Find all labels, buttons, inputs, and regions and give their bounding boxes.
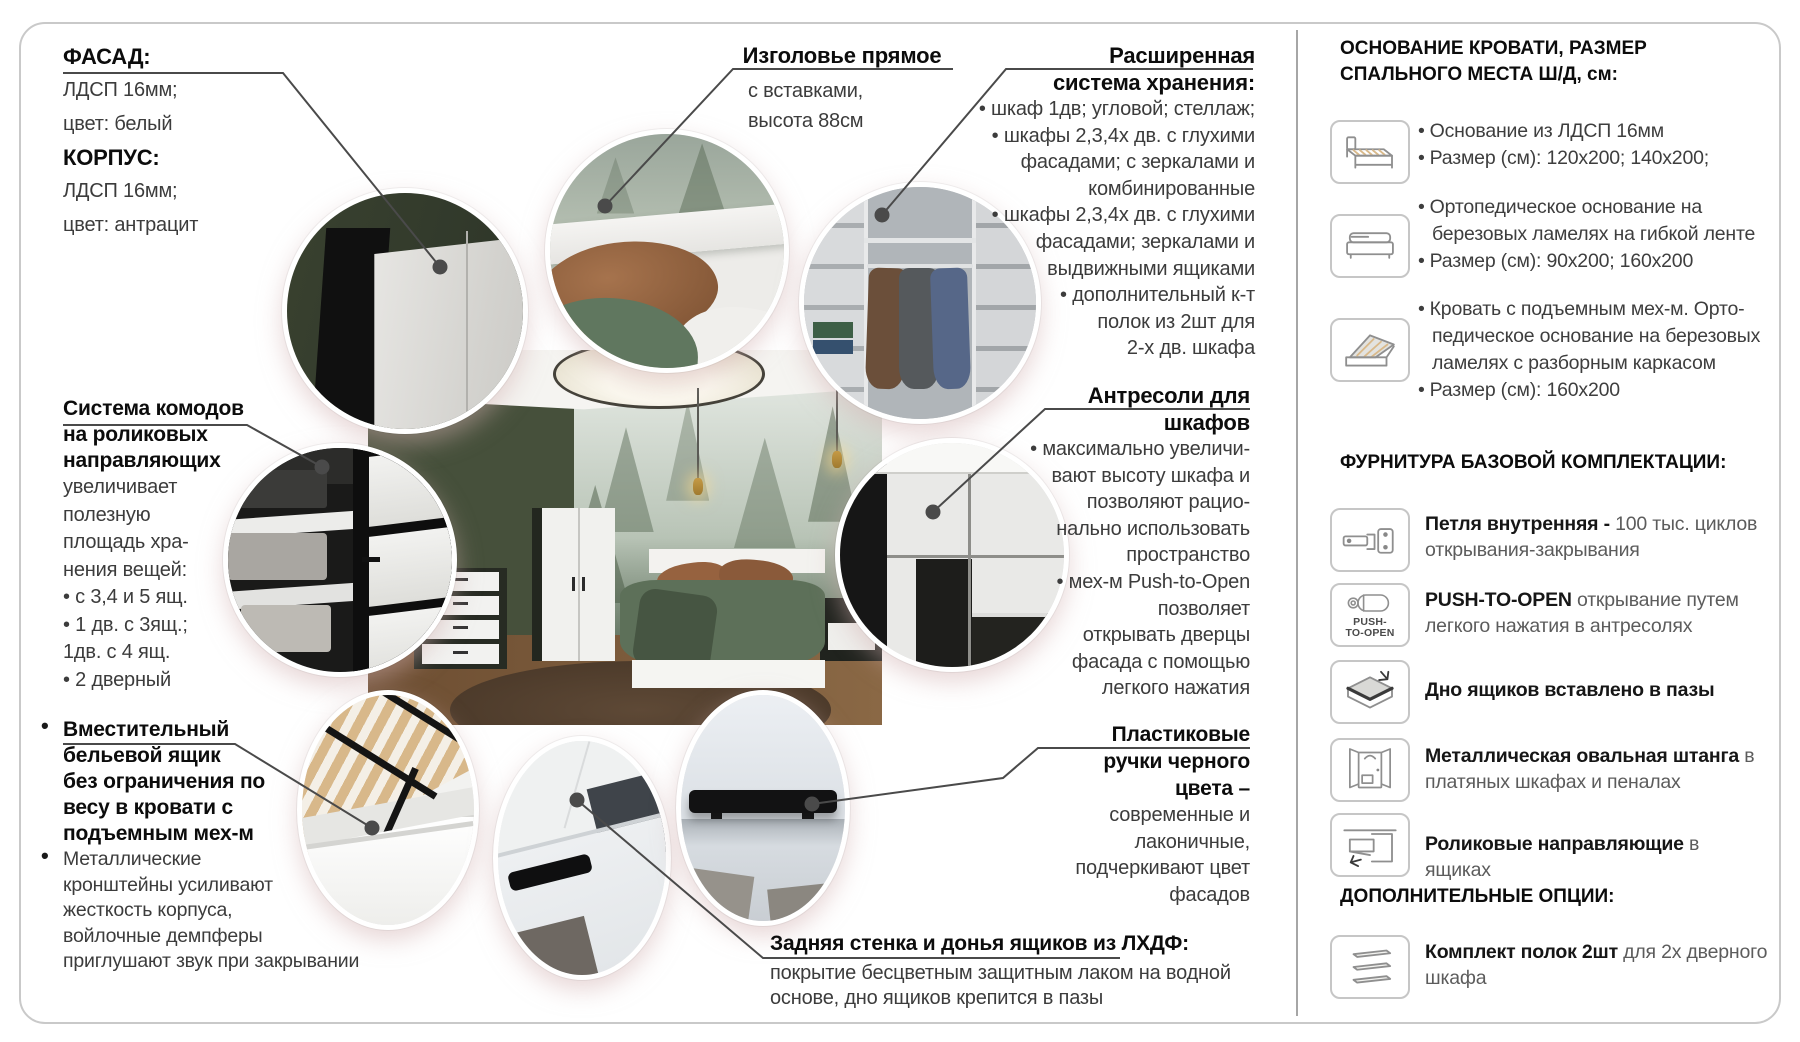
fitting-hinge: Петля внутренняя - 100 тыс. циклов открывания-закрывания [1425, 513, 1758, 561]
komod-title-lines: Система комодов на роликовых направляющих [63, 397, 244, 472]
backwall-title: Задняя стенка и донья ящиков из ЛХДФ: [770, 932, 1189, 955]
shelves-kit-icon [1330, 935, 1410, 999]
antresol-callout [1010, 382, 1250, 702]
fitting-rollers: Роликовые направляющие в ящиках [1425, 833, 1700, 881]
panel-header-bed-base [1340, 36, 1770, 88]
handles-lines: современные и лаконичные, подчеркивают цвет фасадов [1075, 804, 1250, 906]
headboard-title: Изголовье прямое [742, 43, 942, 68]
pendant-light-cord [697, 388, 699, 482]
hinge-icon [1330, 508, 1410, 572]
korpus-material: ЛДСП 16мм; [63, 180, 178, 202]
bedbox-lines: Металлические кронштейны усиливают жесткость корпуса, войлочные демпферы приглушают звук при закрывании [63, 848, 360, 972]
storage-lines: • шкаф 1дв; угловой; стеллаж; • шкафы 2,3,4х дв. с глухими фасадами; с зеркалами и комбинированные • шкафы 2,3,4х дв. с глухими фасадами; зеркалами и выдвижными ящиками • дополнительный к-т полок из 2шт для 2-х дв. шкафа [978, 98, 1255, 360]
bed-ortho-icon [1330, 214, 1410, 278]
fitting-push-to-open: PUSH-TO-OPEN открывание путем легкого нажатия в антресолях [1425, 589, 1739, 637]
bed-option-3: • Кровать с подъемным мех-м. Орто-педическое основание на березовых ламелях с разборным каркасом • Размер (см): 160х200 [1418, 298, 1761, 401]
storage-title-2: система хранения: [1052, 70, 1255, 95]
push-to-open-label: PUSH- TO-OPEN [1345, 616, 1395, 639]
bedbox-title-lines: Вместительный бельевой ящик без ограничения по весу в кровати с подъемным мех-м [63, 718, 266, 845]
backwall-line2: основе, дно ящиков крепится в пазы [770, 987, 1104, 1009]
facade-callout [63, 40, 303, 242]
push-to-open-icon [1330, 583, 1410, 647]
headboard-callout-sub [748, 76, 948, 136]
wardrobe-rail-icon [1330, 738, 1410, 802]
backwall-line1: покрытие бесцветным защитным лаком на водной [770, 962, 1231, 984]
headboard-sub1: с вставками, [748, 80, 864, 102]
panel-header-fittings [1340, 450, 1780, 476]
bed-single-icon [1330, 120, 1410, 184]
bed [620, 549, 826, 692]
handles-callout [1010, 721, 1250, 908]
callout-circle-black-handle [676, 690, 850, 926]
bed-lift-icon [1330, 318, 1410, 382]
panel-header-options-text: ДОПОЛНИТЕЛЬНЫЕ ОПЦИИ: [1340, 886, 1615, 907]
komod-lines: увеличивает полезную площадь хра- нения вещей: • с 3,4 и 5 ящ. • 1 дв. с 3ящ.; 1дв. с 4 ящ. • 2 дверный [63, 476, 189, 691]
panel-header-bed-line1: ОСНОВАНИЕ КРОВАТИ, РАЗМЕР [1340, 38, 1647, 59]
bed-option-2: • Ортопедическое основание на березовых ламелях на гибкой ленте • Размер (см): 90х200; 160х200 [1418, 196, 1756, 272]
antresol-title-1: Антресоли для [1087, 383, 1250, 408]
antresol-lines: • максимально увеличи- вают высоту шкафа и позволяют рацио- нально использовать пространство • мех-м Push-to-Open позволяет открывать дверцы фасада с помощью легкого нажатия [1030, 438, 1250, 700]
drawer-bottom-icon [1330, 660, 1410, 724]
panel-divider [1296, 30, 1298, 1016]
headboard-sub2: высота 88см [748, 110, 864, 132]
roller-guides-icon [1330, 813, 1410, 877]
korpus-color: цвет: антрацит [63, 214, 199, 236]
option-shelves-kit: Комплект полок 2шт для 2х дверного шкафа [1425, 941, 1768, 989]
fitting-rail: Металлическая овальная штанга в платяных шкафах и пеналах [1425, 745, 1755, 793]
callout-circle-headboard [545, 129, 789, 373]
storage-title-1: Расширенная [1109, 43, 1255, 68]
storage-callout [950, 42, 1255, 362]
pendant-light [693, 478, 703, 495]
fitting-drawer-bottom: Дно ящиков вставлено в пазы [1425, 679, 1715, 701]
panel-header-fittings-text: ФУРНИТУРА БАЗОВОЙ КОМПЛЕКТАЦИИ: [1340, 452, 1727, 473]
headboard-callout-title [728, 42, 956, 69]
antresol-title-2: шкафов [1163, 410, 1250, 435]
handles-title-lines: Пластиковые ручки черного цвета – [1103, 723, 1250, 800]
bullet-marker: • [41, 713, 49, 738]
bedbox-callout [41, 713, 398, 975]
facade-material: ЛДСП 16мм; [63, 79, 178, 101]
korpus-title: КОРПУС: [63, 145, 160, 170]
facade-title: ФАСАД: [63, 44, 151, 69]
bed-option-1: • Основание из ЛДСП 16мм • Размер (см): 120х200; 140х200; [1418, 120, 1709, 169]
backwall-callout [770, 931, 1240, 1011]
panel-header-bed-line2: СПАЛЬНОГО МЕСТА Ш/Д, см: [1340, 64, 1618, 85]
callout-circle-wardrobe-corner [282, 188, 528, 434]
bullet-marker: • [41, 843, 49, 868]
facade-color: цвет: белый [63, 113, 173, 135]
callout-circle-drawer [493, 736, 671, 980]
panel-header-options [1340, 884, 1780, 910]
komod-callout [63, 396, 278, 694]
wardrobe-two-door [532, 508, 614, 662]
